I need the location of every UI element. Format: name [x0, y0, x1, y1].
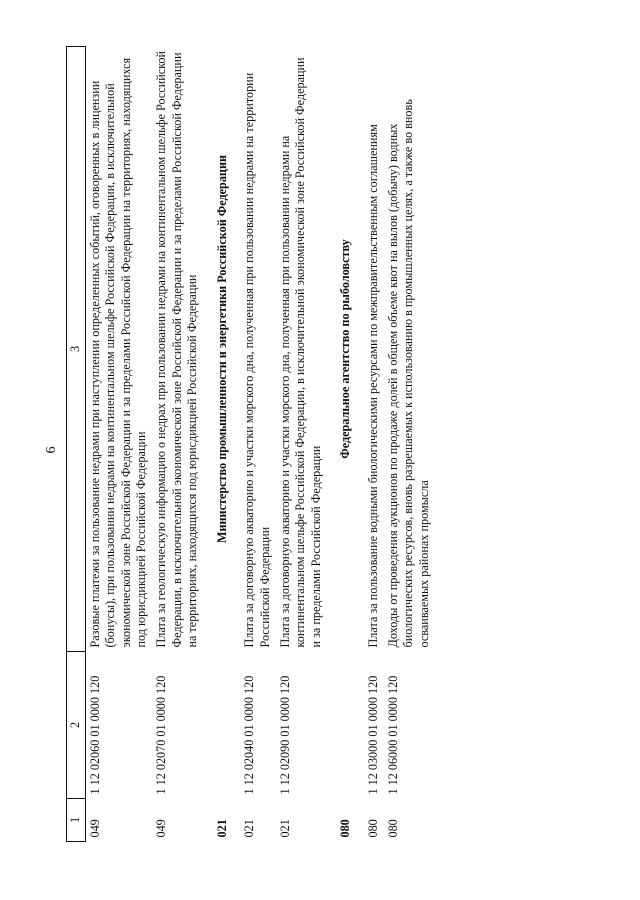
revenue-codes-table: [66, 46, 434, 842]
kbk-code: 1 12 06000 01 0000 120: [385, 675, 400, 795]
section-title: Министерство промышленности и энергетики Российской Федерации: [214, 155, 229, 543]
admin-code: 080: [385, 819, 400, 838]
table-row: [364, 47, 384, 842]
table-row: [276, 47, 327, 842]
table-row: [152, 47, 203, 842]
kbk-code: 1 12 02040 01 0000 120: [242, 675, 257, 795]
admin-code: 080: [365, 819, 380, 838]
revenue-description: Плата за договорную акваторию и участки морского дна, полученная при пользовании недрами на территории Российской Федерации: [242, 72, 272, 648]
revenue-description: Разовые платежи за пользование недрами при наступлении определенных событий, оговоренных в лицензии (бонусы), при пользовании недрами на континентальном шельфе Российской Федерации, в исключительной экономической зоне Российской Федерации и за пределами Российской Федерации на территориях, находящихся под юрисдикцией Российской Федерации: [87, 57, 149, 648]
revenue-description: Доходы от проведения аукционов по продаже долей в общем объеме квот на вылов (добычу) водных биологических ресурсов, вновь разрешаемых к использованию в промышленных целях, а также во вновь осваиваемых районах промысла: [385, 99, 431, 648]
section-row: [326, 47, 364, 842]
section-admin-code: 021: [214, 819, 229, 838]
page-number: 6: [44, 446, 59, 454]
section-admin-code: 080: [338, 819, 353, 838]
admin-code: 021: [277, 819, 292, 838]
admin-code: 021: [242, 819, 257, 838]
kbk-code: 1 12 02060 01 0000 120: [87, 675, 102, 795]
admin-code: 049: [87, 819, 102, 838]
table-row: [384, 47, 435, 842]
kbk-code: 1 12 02090 01 0000 120: [277, 675, 292, 795]
revenue-description: Плата за геологическую информацию о недрах при пользовании недрами на континентальном шельфе Российской Федерации, в исключительной экономической зоне Российской Федерации и за пределами Российской Федерации на территориях, находящихся под юрисдикцией Российской Федерации: [153, 50, 200, 648]
header-col2: 2: [67, 652, 86, 799]
section-title: Федеральное агентство по рыболовству: [338, 239, 353, 459]
admin-code: 049: [153, 819, 168, 838]
section-row: [203, 47, 241, 842]
empty-cell: [203, 652, 241, 799]
header-col1: 1: [67, 799, 86, 842]
table-header-row: [67, 47, 86, 842]
table-row: [240, 47, 275, 842]
revenue-description: Плата за договорную акваторию и участки морского дна, полученная при пользовании недрами на континентальном шельфе Российской Федерации, в исключительной экономической зоне Российской Федерации и за пределами Российской Федерации: [277, 57, 323, 648]
empty-cell: [326, 652, 364, 799]
kbk-code: 1 12 03000 01 0000 120: [365, 675, 380, 795]
kbk-code: 1 12 02070 01 0000 120: [153, 675, 168, 795]
revenue-description: Плата за пользование водными биологическими ресурсами по межправительственным соглашениям: [365, 124, 380, 648]
header-col3: 3: [67, 47, 86, 652]
table-row: [85, 47, 152, 842]
